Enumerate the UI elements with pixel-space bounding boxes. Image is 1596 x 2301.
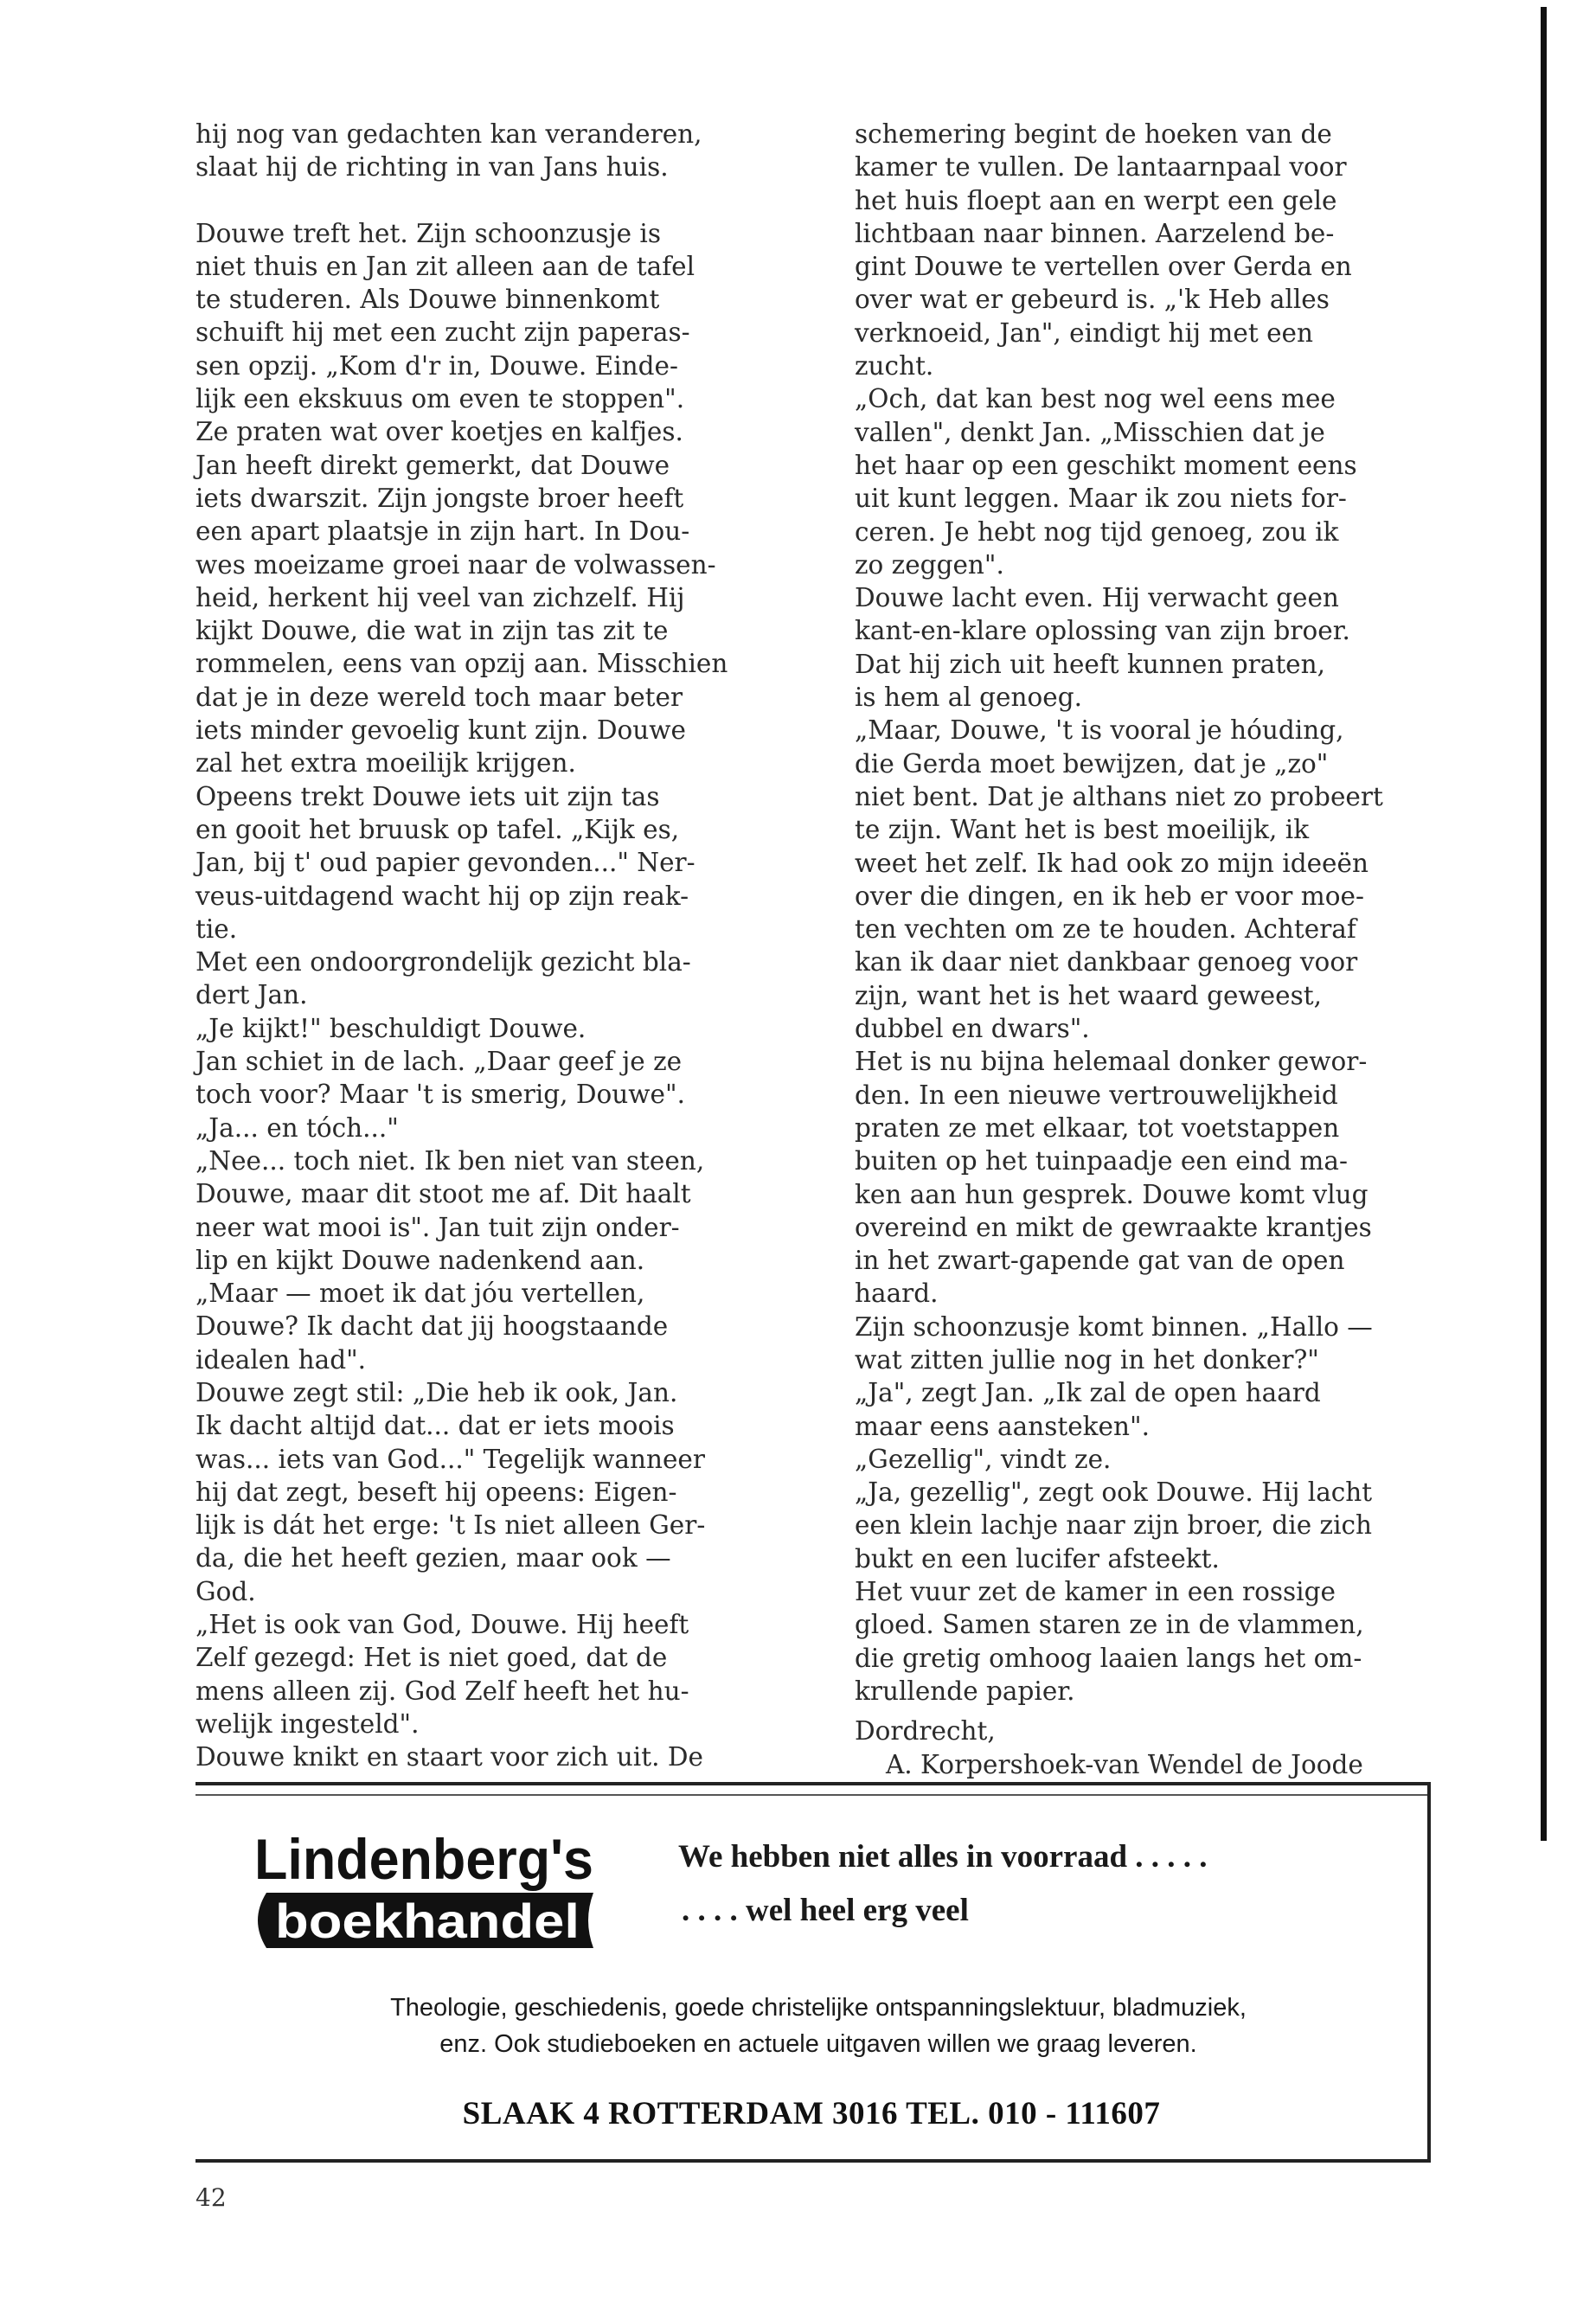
article-right-column — [855, 118, 1443, 1781]
page-edge-rule — [1541, 7, 1547, 1841]
paragraph: „Och, dat kan best nog wel eens mee vallen", denkt Jan. „Misschien dat je het haar op een geschikt moment eens uit kunt leggen. Maar ik zou niets for- ceren. Je hebt nog tijd genoeg, zou ik zo zeggen". — [855, 384, 1357, 580]
logo-line-1: Lindenberg's — [254, 1827, 593, 1891]
paragraph: „Nee... toch niet. Ik ben niet van steen, Douwe, maar dit stoot me af. Dit haalt neer wat mooi is". Jan tuit zijn onder- lip en kijkt Douwe nadenkend aan. — [195, 1145, 705, 1275]
paragraph: schemering begint de hoeken van de kamer te vullen. De lantaarnpaal voor het huis floept aan en werpt een gele lichtbaan naar binnen. Aarzelend be- gint Douwe te vertellen over Gerda en over wat er gebeurd is. „'k Heb alles verknoeid, Jan", eindigt hij met een zucht. — [855, 119, 1352, 381]
paragraph: Jan schiet in de lach. „Daar geef je ze toch voor? Maar 't is smerig, Douwe". — [195, 1047, 685, 1110]
paragraph: Het vuur zet de kamer in een rossige gloed. Samen staren ze in de vlammen, die gretig omhoog laaien langs het om- krullende papier. — [855, 1577, 1364, 1706]
paragraph: Opeens trekt Douwe iets uit zijn tas en gooit het bruusk op tafel. „Kijk es, Jan, bij t' oud papier gevonden..." Ner- veus-uitdagend wacht hij op zijn reak- tie. — [195, 781, 695, 944]
paragraph: Douwe zegt stil: „Die heb ik ook, Jan. Ik dacht altijd dat... dat er iets moois was... iets van God..." Tegelijk wanneer hij dat zegt, beseft hij opeens: Eigen- lijk is dát het erge: 't Is niet alleen Ger- da, die het heeft gezien, maar ook — God. — [195, 1377, 706, 1606]
slogan-line-2: . . . . wel heel erg veel — [682, 1893, 969, 1928]
paragraph: „Ja, gezellig", zegt ook Douwe. Hij lacht een klein lachje naar zijn broer, die zich bukt en een lucifer afsteekt. — [855, 1477, 1373, 1574]
signature-place: Dordrecht, — [855, 1716, 996, 1747]
paragraph: Douwe knikt en staart voor zich uit. De — [195, 1742, 703, 1772]
paragraph: „Ja... en tóch..." — [195, 1112, 399, 1143]
ad-contact-line: SLAAK 4 ROTTERDAM 3016 TEL. 010 - 111607 — [462, 2096, 1161, 2131]
page-number: 42 — [195, 2183, 227, 2212]
logo-line-2: boekhandel — [275, 1894, 580, 1948]
bookshop-logo — [247, 1825, 602, 1955]
paragraph: „Maar — moet ik dat jóu vertellen, Douwe? Ik dacht dat jij hoogstaande idealen had". — [195, 1279, 669, 1375]
paragraph: Douwe lacht even. Hij verwacht geen kant-en-klare oplossing van zijn broer. Dat hij zich uit heeft kunnen praten, is hem al genoeg. — [855, 583, 1350, 713]
paragraph: „Het is ook van God, Douwe. Hij heeft Zelf gezegd: Het is niet goed, dat de mens alleen zij. God Zelf heeft het hu- welijk ingesteld". — [195, 1610, 689, 1739]
bookshop-advertisement — [195, 1782, 1431, 2163]
article-left-column — [195, 118, 784, 1774]
paragraph: Met een ondoorgrondelijk gezicht bla- dert Jan. — [195, 947, 691, 1010]
paragraph: Douwe treft het. Zijn schoonzusje is niet thuis en Jan zit alleen aan de tafel te studeren. Als Douwe binnenkomt schuift hij met een zucht zijn paperas- sen opzij. „Kom d'r in, Douwe. Einde- lijk een ekskuus om even te stoppen". Ze praten wat over koetjes en kalfjes. Jan heeft direkt gemerkt, dat Douwe iets dwarszit. Zijn jongste broer heeft een apart plaatsje in zijn hart. In Dou- wes moeizame groei naar de volwassen- heid, herkent hij veel van zichzelf. Hij kijkt Douwe, die wat in zijn tas zit te rommelen, eens van opzij aan. Misschien dat je in deze wereld toch maar beter iets minder gevoelig kunt zijn. Douwe zal het extra moeilijk krijgen. — [195, 218, 728, 779]
signature-name: A. Korpershoek-van Wendel de Joode — [886, 1749, 1363, 1779]
slogan-line-1: We hebben niet alles in voorraad . . . . . — [678, 1839, 1208, 1875]
description-line-2: enz. Ook studieboeken en actuele uitgaven willen we graag leveren. — [439, 2030, 1197, 2058]
paragraph: „Ja", zegt Jan. „Ik zal de open haard maar eens aansteken". — [855, 1378, 1321, 1441]
paragraph: „Maar, Douwe, 't is vooral je hóuding, die Gerda moet bewijzen, dat je „zo" niet bent. Dat je althans niet zo probeert te zijn. Want het is best moeilijk, ik weet het zelf. Ik had ook zo mijn ideeën over die dingen, en ik heb er voor moe- ten vechten om ze te houden. Achteraf kan ik daar niet dankbaar genoeg voor zijn, want het is het waard geweest, dubbel en dwars". — [855, 715, 1383, 1044]
ad-description — [243, 1990, 1394, 2062]
paragraph: „Je kijkt!" beschuldigt Douwe. — [195, 1013, 586, 1043]
paragraph: Het is nu bijna helemaal donker gewor- den. In een nieuwe vertrouwelijkheid praten ze met elkaar, tot voetstappen buiten op het tuinpaadje een eind ma- ken aan hun gesprek. Douwe komt vlug overeind en mikt de gewraakte krantjes in het zwart-gapende gat van de open haard. — [855, 1047, 1372, 1309]
description-line-1: Theologie, geschiedenis, goede christelijke ontspanningslektuur, bladmuziek, — [390, 1994, 1247, 2022]
paragraph: „Gezellig", vindt ze. — [855, 1444, 1112, 1474]
ad-slogan — [678, 1830, 1208, 1938]
paragraph: hij nog van gedachten kan veranderen, slaat hij de richting in van Jans huis. — [195, 119, 702, 183]
paragraph: Zijn schoonzusje komt binnen. „Hallo — wat zitten jullie nog in het donker?" — [855, 1311, 1373, 1375]
